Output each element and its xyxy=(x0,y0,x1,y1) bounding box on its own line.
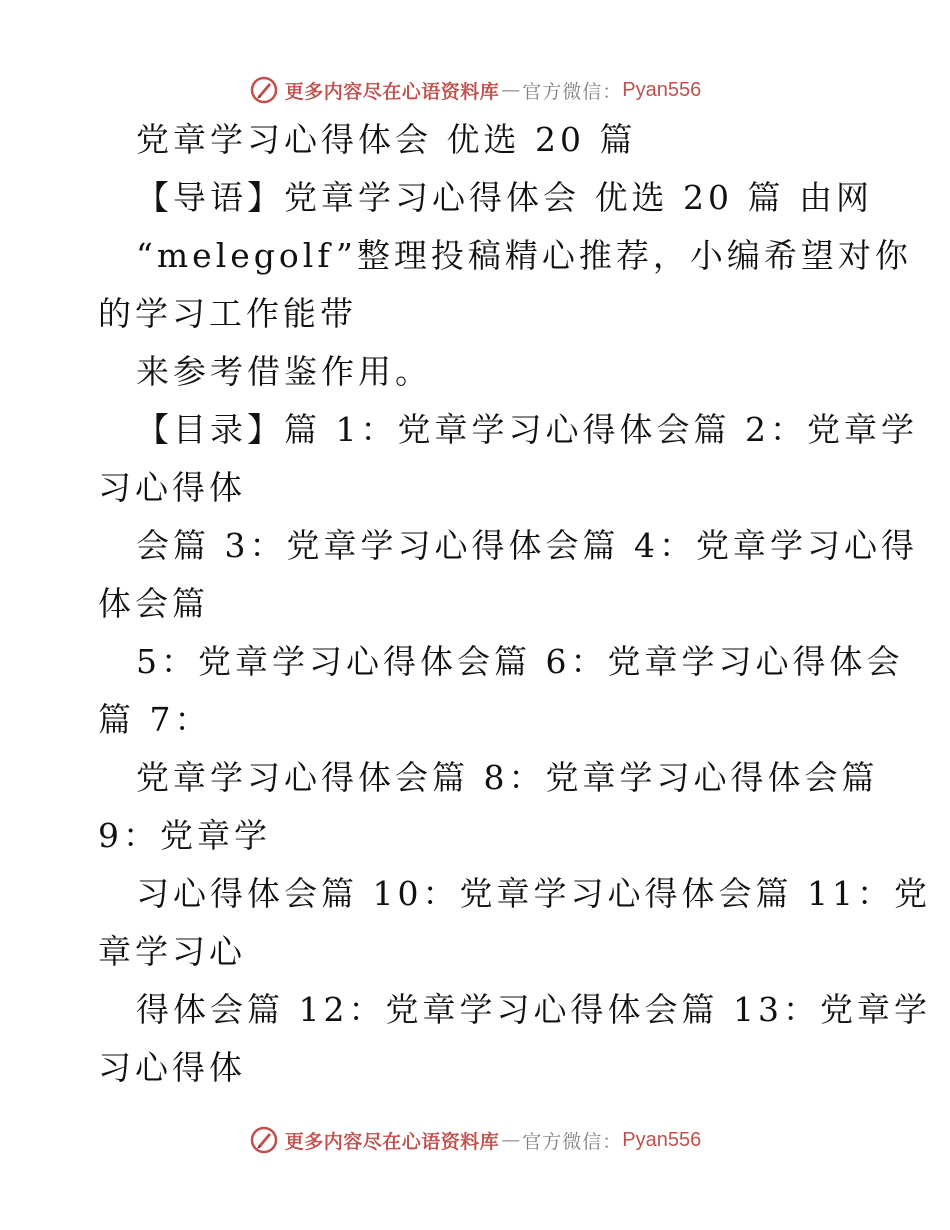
footer-banner xyxy=(0,1122,950,1158)
banner-dash: — xyxy=(501,1129,521,1151)
banner-wechat-label: 官方微信： xyxy=(522,80,623,103)
toc-line: 章学习心 xyxy=(98,932,246,971)
toc-line: 习心得体 xyxy=(98,1048,246,1087)
toc-line: 篇 7： xyxy=(98,700,212,739)
text-line: 【导语】党章学习心得体会 优选 20 篇 由网 xyxy=(136,178,873,217)
banner-wechat-id: Pyan556 xyxy=(622,78,702,101)
banner-site-text: 更多内容尽在心语资料库 xyxy=(284,1130,500,1153)
text-line: 来参考借鉴作用。 xyxy=(136,352,432,391)
text-line: 的学习工作能带 xyxy=(98,294,357,333)
toc-line: 习心得体 xyxy=(98,468,246,507)
toc-line: 习心得体会篇 10：党章学习心得体会篇 11：党 xyxy=(136,874,931,913)
banner-site-text: 更多内容尽在心语资料库 xyxy=(284,80,500,103)
text-line: “melegolf”整理投稿精心推荐，小编希望对你 xyxy=(136,236,912,275)
banner-dash: — xyxy=(501,79,521,101)
banner-wechat-label: 官方微信： xyxy=(522,1130,623,1153)
toc-line: 【目录】篇 1：党章学习心得体会篇 2：党章学 xyxy=(136,410,918,449)
document-title: 党章学习心得体会 优选 20 篇 xyxy=(136,120,637,159)
header-banner xyxy=(0,72,950,108)
toc-line: 党章学习心得体会篇 8：党章学习心得体会篇 xyxy=(136,758,879,797)
toc-line: 得体会篇 12：党章学习心得体会篇 13：党章学 xyxy=(136,990,931,1029)
toc-line: 9：党章学 xyxy=(98,816,271,855)
quill-pen-logo-icon xyxy=(249,1125,279,1155)
banner-wechat-id: Pyan556 xyxy=(622,1128,702,1151)
toc-line: 5：党章学习心得体会篇 6：党章学习心得体会 xyxy=(136,642,904,681)
toc-line: 会篇 3：党章学习心得体会篇 4：党章学习心得 xyxy=(136,526,918,565)
quill-pen-logo-icon xyxy=(249,75,279,105)
toc-line: 体会篇 xyxy=(98,584,209,623)
